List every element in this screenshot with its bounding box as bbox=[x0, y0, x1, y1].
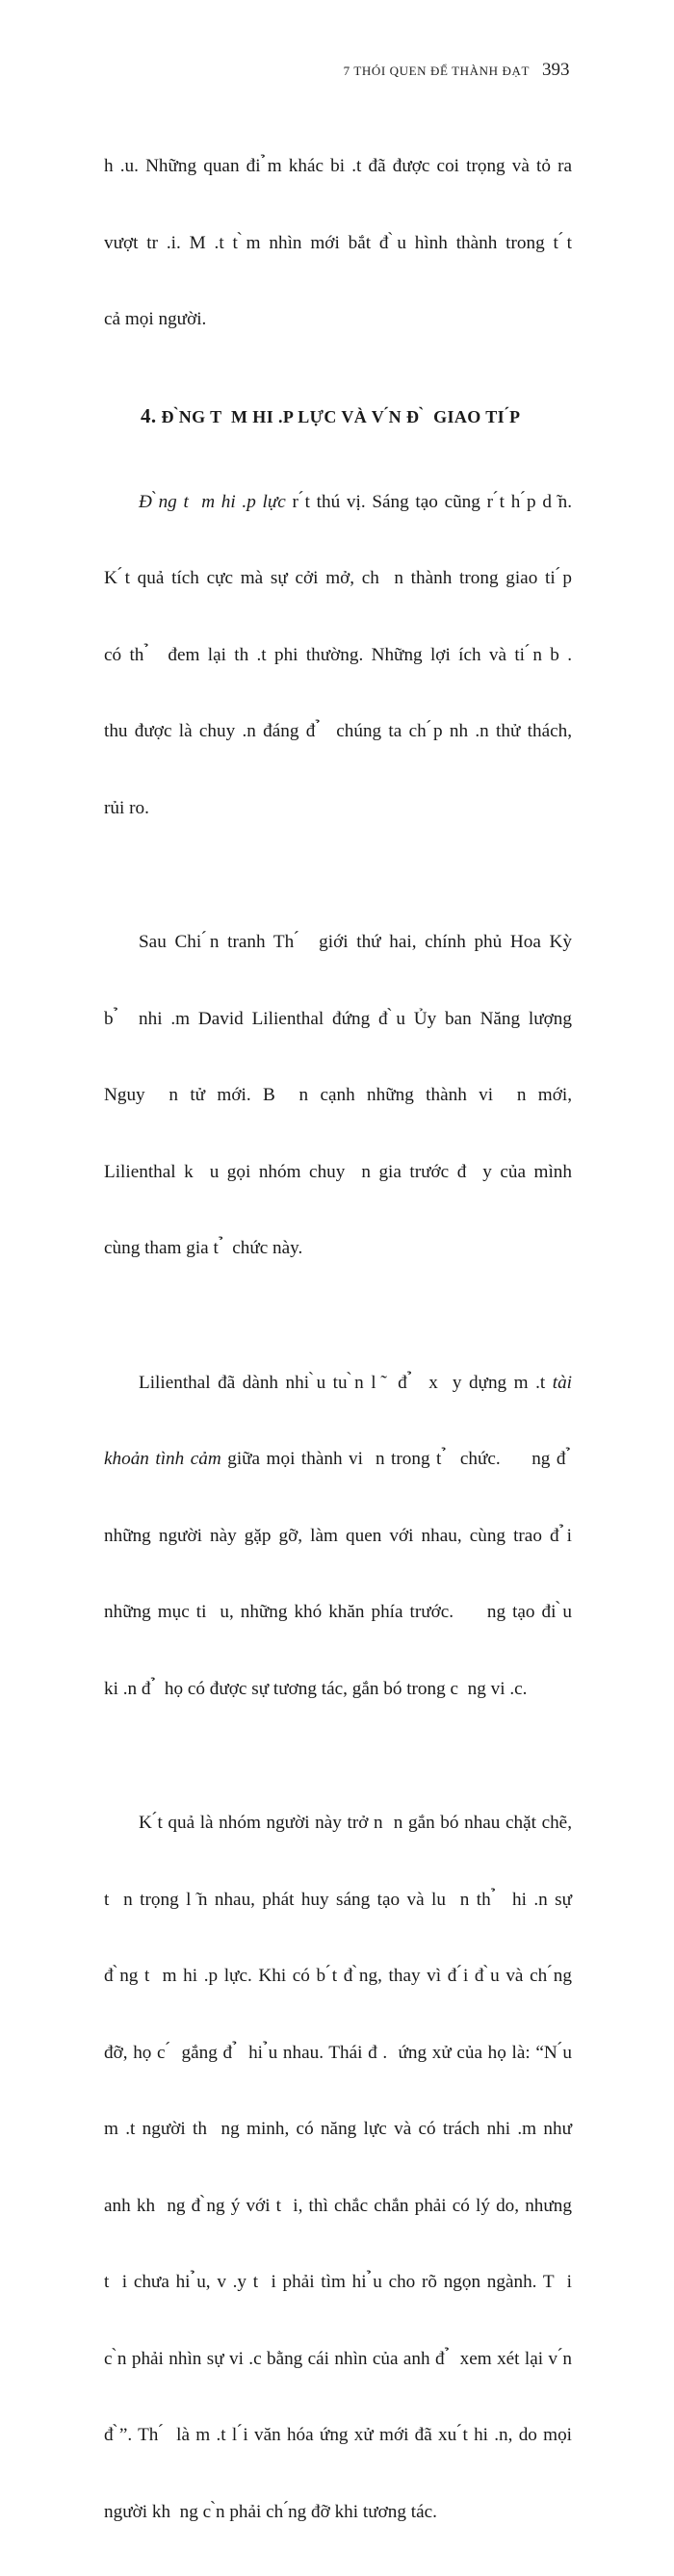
section-title: Đ ̀NG T M HI .P LỰC VÀ V ́N Đ ̀ GIAO TI ́P bbox=[161, 406, 521, 426]
text-line: t n trọng l ̃n nhau, phát huy sáng tạo và lu n th ̉ hi .n sự bbox=[104, 1889, 572, 1910]
italic-phrase: khoản tình cảm bbox=[104, 1449, 221, 1469]
text-line: b ̉ nhi .m David Lilienthal đứng đ ̀u Ủy ban Năng lượng bbox=[104, 1008, 572, 1029]
text-line: khoản tình cảm giữa mọi thành vi n trong t ̉ chức. ng đ ̉ bbox=[104, 1449, 572, 1469]
text-line: Đ ̀ng t m hi .p lực r ́t thú vị. Sáng tạo cũng r ́t h ́p d ̃n. bbox=[139, 491, 573, 512]
text-line: Nguy n tử mới. B n cạnh những thành vi n mới, bbox=[104, 1085, 572, 1105]
text-line: Sau Chi ́n tranh Th ́ giới thứ hai, chính phủ Hoa Kỳ bbox=[139, 932, 572, 952]
running-header bbox=[0, 60, 674, 87]
section-heading bbox=[141, 403, 572, 429]
text-line: Lilienthal đã dành nhi ̀u tu ̀n l ̃ đ ̉ x y dựng m .t tài bbox=[139, 1372, 572, 1393]
continued-paragraph bbox=[104, 103, 572, 384]
text-line: người kh ng c ̀n phải ch ́ng đỡ khi tương tác. bbox=[104, 2501, 437, 2522]
text-line: vượt tr .i. M .t t ̀m nhìn mới bắt đ ̀u hình thành trong t ́t bbox=[104, 232, 572, 253]
paragraph bbox=[104, 439, 572, 873]
paragraph bbox=[104, 879, 572, 1313]
text-line: anh kh ng đ ̀ng ý với t i, thì chắc chắn phải có lý do, nhưng bbox=[104, 2195, 572, 2216]
text-line: đ ̀ng t m hi .p lực. Khi có b ́t đ ̀ng, thay vì đ ́i đ ̀u và ch ́ng bbox=[104, 1966, 572, 1986]
text-line: cả mọi người. bbox=[104, 309, 207, 329]
text-line: Lilienthal k u gọi nhóm chuy n gia trước đ y của mình bbox=[104, 1161, 572, 1182]
text-line: K ́t quả tích cực mà sự cởi mở, ch n thành trong giao ti ́p bbox=[104, 568, 572, 588]
text-line: đ ̀”. Th ́ là m .t l ́i văn hóa ứng xử mới đã xu ́t hi .n, do mọi bbox=[104, 2425, 572, 2445]
text-line: những mục ti u, những khó khăn phía trước. ng tạo đi ̀u bbox=[104, 1602, 572, 1622]
text-line: m .t người th ng minh, có năng lực và có trách nhi .m như bbox=[104, 2119, 572, 2139]
text-line: h .u. Những quan đi ̉m khác bi .t đã được coi trọng và tỏ ra bbox=[104, 156, 572, 176]
text-line: ki .n đ ̉ họ có được sự tương tác, gắn bó trong c ng vi .c. bbox=[104, 1678, 528, 1699]
running-title: 7 THÓI QUEN ĐỂ THÀNH ĐẠT bbox=[343, 64, 530, 78]
paragraph bbox=[104, 1320, 572, 1754]
page-body bbox=[104, 103, 572, 2576]
text-line: đỡ, họ c ́ gắng đ ̉ hi ̉u nhau. Thái đ . ứng xử của họ là: “N ́u bbox=[104, 2042, 572, 2063]
italic-phrase: tài bbox=[552, 1372, 572, 1393]
text-line: rủi ro. bbox=[104, 797, 149, 818]
paragraph bbox=[104, 1760, 572, 2576]
italic-phrase: Đ ̀ng t m hi .p lực bbox=[139, 491, 286, 512]
text-line: K ́t quả là nhóm người này trở n n gắn bó nhau chặt chẽ, bbox=[139, 1813, 572, 1833]
text-line: t i chưa hi ̉u, v .y t i phải tìm hi ̉u cho rõ ngọn ngành. T i bbox=[104, 2272, 572, 2292]
text-line: c ̀n phải nhìn sự vi .c bằng cái nhìn của anh đ ̉ xem xét lại v ́n bbox=[104, 2348, 572, 2369]
text-line: thu được là chuy .n đáng đ ̉ chúng ta ch ́p nh .n thử thách, bbox=[104, 721, 572, 741]
text-line: những người này gặp gỡ, làm quen với nhau, cùng trao đ ̉i bbox=[104, 1525, 572, 1546]
page-number: 393 bbox=[542, 60, 570, 80]
text-line: cùng tham gia t ̉ chức này. bbox=[104, 1238, 303, 1258]
section-number: 4. bbox=[141, 403, 157, 427]
text-line: có th ̉ đem lại th .t phi thường. Những lợi ích và ti ́n b . bbox=[104, 644, 572, 665]
